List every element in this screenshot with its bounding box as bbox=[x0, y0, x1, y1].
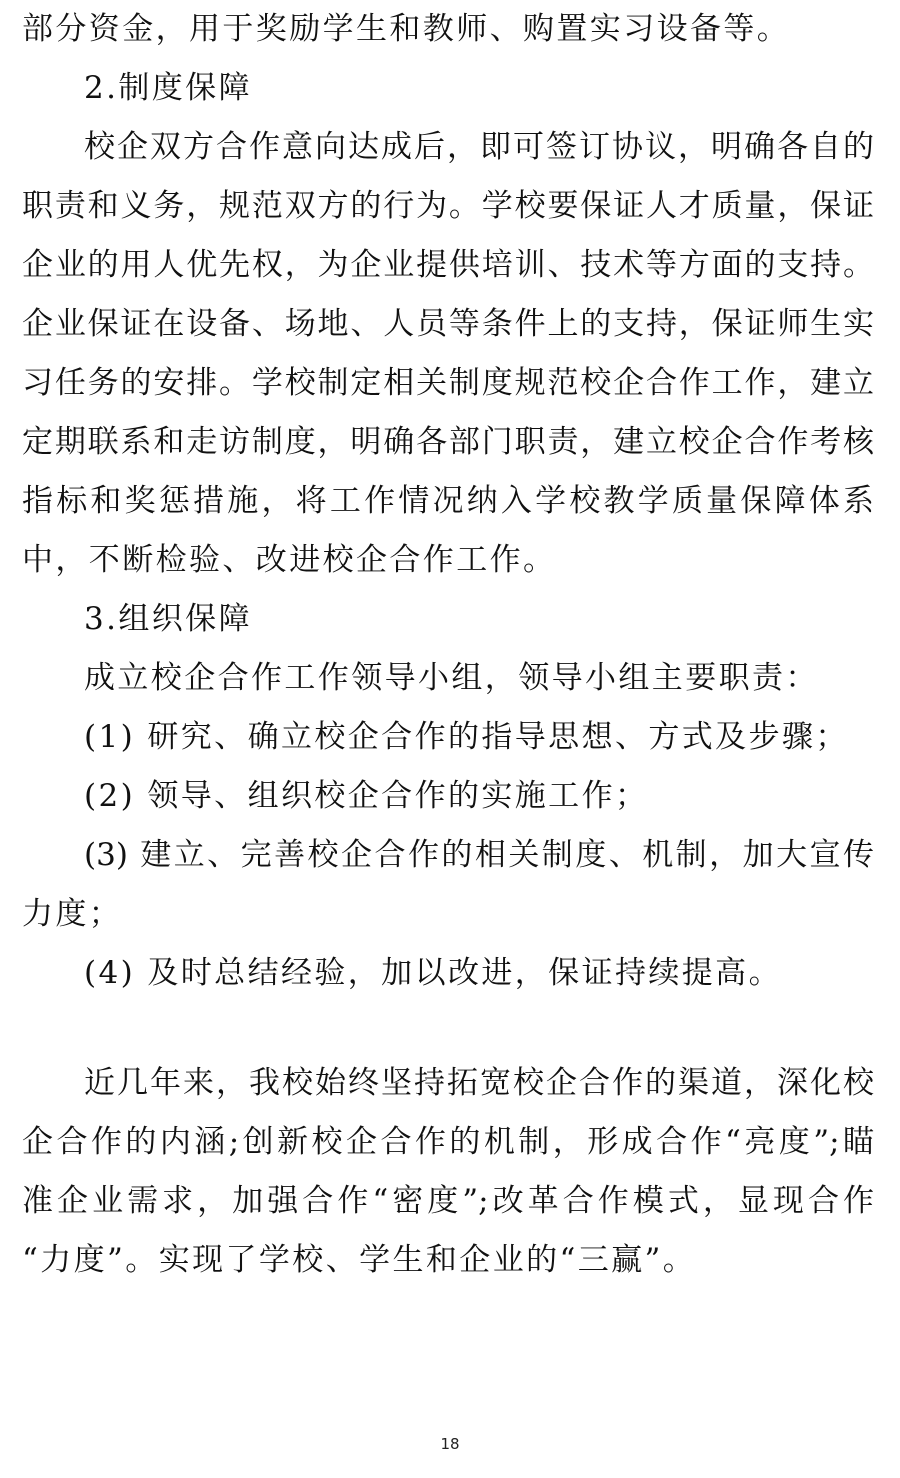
paragraph-line: “力度”。实现了学校、学生和企业的“三赢”。 bbox=[22, 1242, 697, 1278]
list-item: (3) 建立、完善校企合作的相关制度、机制，加大宣传 bbox=[84, 837, 874, 873]
paragraph-line: 指标和奖惩措施，将工作情况纳入学校教学质量保障体系 bbox=[22, 483, 874, 519]
paragraph-line: 习任务的安排。学校制定相关制度规范校企合作工作，建立 bbox=[22, 365, 874, 401]
page-number: 18 bbox=[440, 1435, 460, 1453]
paragraph-line: 企业的用人优先权，为企业提供培训、技术等方面的支持。 bbox=[22, 247, 874, 283]
paragraph-line: 成立校企合作工作领导小组，领导小组主要职责： bbox=[84, 660, 819, 696]
list-item-continuation: 力度； bbox=[22, 896, 123, 932]
list-item: (4) 及时总结经验，加以改进，保证持续提高。 bbox=[84, 955, 782, 991]
section-heading: 2.制度保障 bbox=[84, 70, 252, 106]
paragraph-line: 部分资金，用于奖励学生和教师、购置实习设备等。 bbox=[22, 11, 791, 47]
paragraph-line: 企业保证在设备、场地、人员等条件上的支持，保证师生实 bbox=[22, 306, 874, 342]
paragraph-line: 校企双方合作意向达成后，即可签订协议，明确各自的 bbox=[84, 129, 874, 165]
list-item: (2) 领导、组织校企合作的实施工作； bbox=[84, 778, 649, 814]
list-item: (1) 研究、确立校企合作的指导思想、方式及步骤； bbox=[84, 719, 849, 755]
paragraph-line: 定期联系和走访制度，明确各部门职责，建立校企合作考核 bbox=[22, 424, 874, 460]
paragraph-line: 职责和义务，规范双方的行为。学校要保证人才质量，保证 bbox=[22, 188, 874, 224]
paragraph-line: 企合作的内涵;创新校企合作的机制，形成合作“亮度”;瞄 bbox=[22, 1124, 874, 1160]
paragraph-line: 近几年来，我校始终坚持拓宽校企合作的渠道，深化校 bbox=[84, 1065, 874, 1101]
paragraph-line: 中，不断检验、改进校企合作工作。 bbox=[22, 542, 557, 578]
section-heading: 3.组织保障 bbox=[84, 601, 252, 637]
paragraph-line: 准企业需求，加强合作“密度”;改革合作模式，显现合作 bbox=[22, 1183, 874, 1219]
